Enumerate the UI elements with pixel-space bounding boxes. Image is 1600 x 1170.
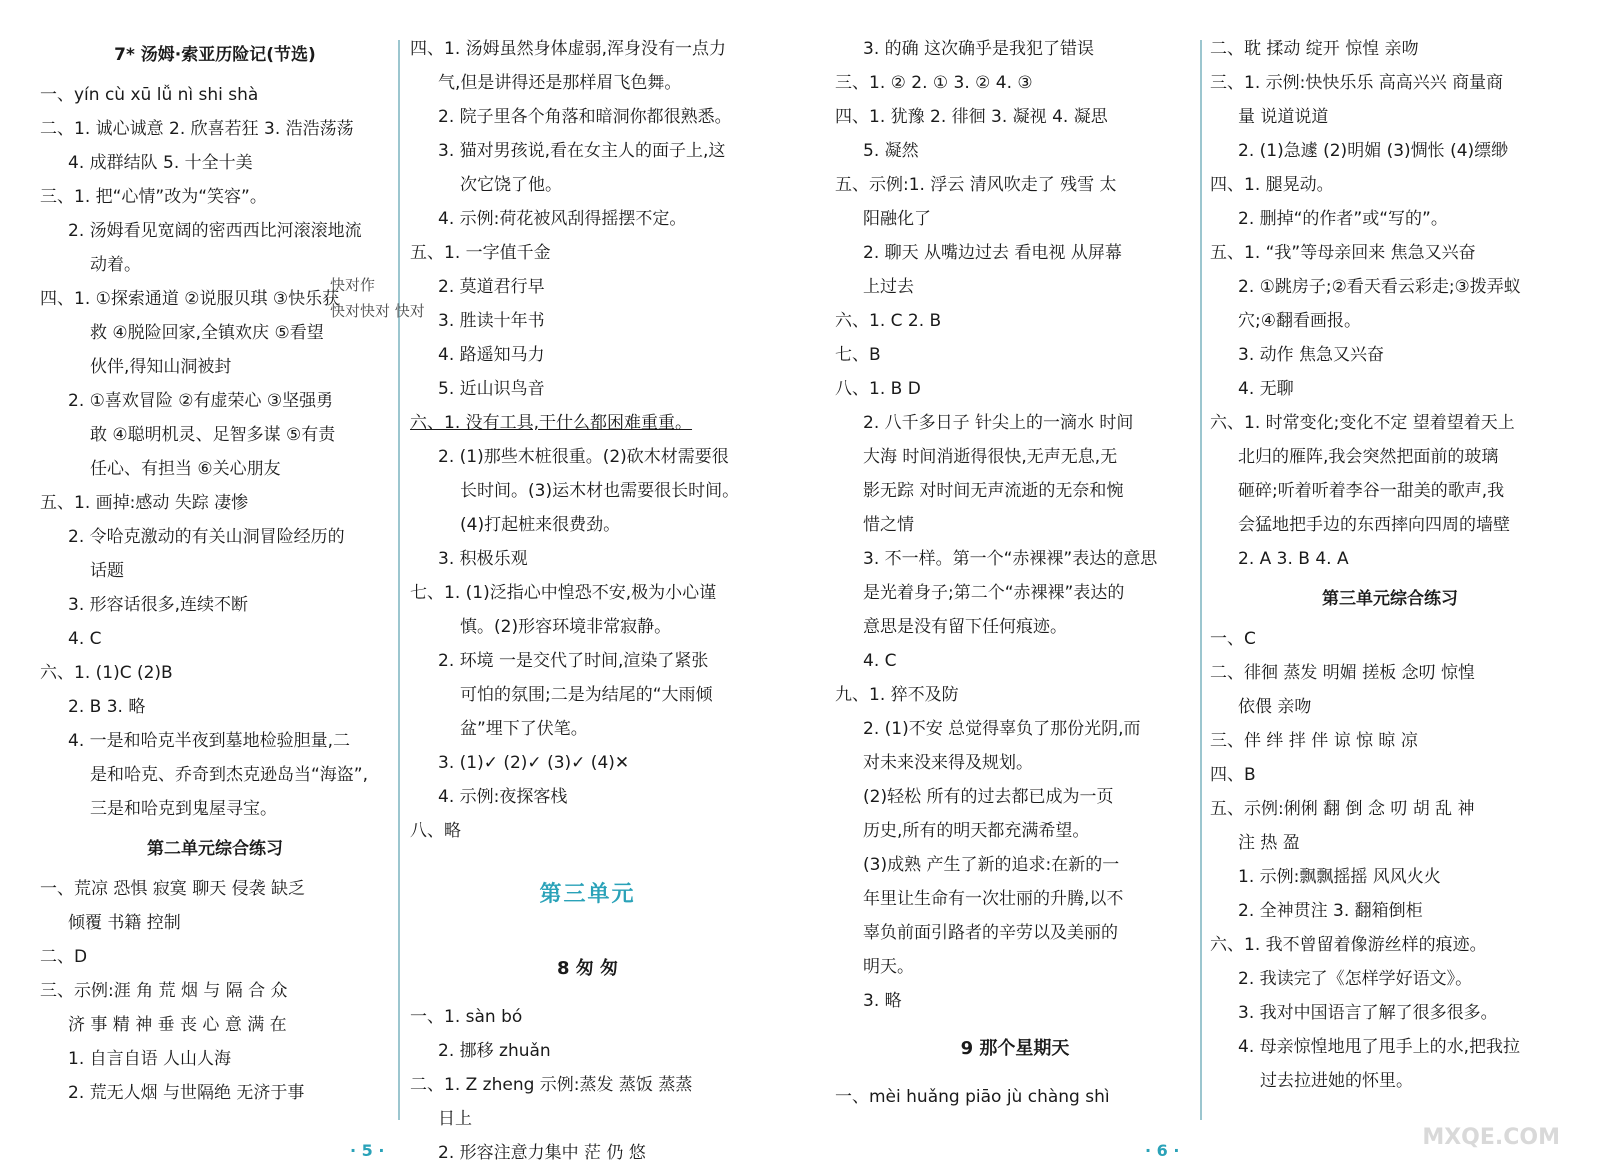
answer-line: 一、C (1210, 629, 1256, 649)
answer-line: 四、1. 腿晃动。 (1210, 175, 1334, 195)
answer-line: 会猛地把手边的东西摔向四周的墙壁 (1238, 515, 1510, 535)
answer-line: 2. A 3. B 4. A (1238, 549, 1349, 569)
answer-line: 阳融化了 (863, 209, 931, 229)
answer-line: 是光着身子;第二个“赤裸裸”表达的 (863, 583, 1125, 603)
answer-line: 二、耽 揉动 绽开 惊惶 亲吻 (1210, 39, 1419, 59)
lesson-title: 8 匆 匆 (556, 958, 619, 979)
answer-line: 任心、有担当 ⑥关心朋友 (90, 459, 281, 479)
answer-line: 2. 环境 一是交代了时间,渲染了紧张 (438, 651, 709, 671)
answer-line: 3. 胜读十年书 (438, 311, 545, 331)
answer-line: 3. 略 (863, 991, 902, 1011)
answer-line: 对未来没来得及规划。 (863, 753, 1033, 773)
answer-line: 五、1. “我”等母亲回来 焦急又兴奋 (1210, 243, 1476, 263)
answer-line: 日上 (438, 1109, 472, 1129)
answer-line: 过去拉进她的怀里。 (1260, 1071, 1413, 1091)
column-4 (1210, 32, 1570, 1130)
answer-line: 4. C (863, 651, 897, 671)
answer-line: 2. 八千多日子 针尖上的一滴水 时间 (863, 413, 1134, 433)
answer-line: 三、1. 把“心情”改为“笑容”。 (40, 187, 267, 207)
answer-line: 五、1. 画掉:感动 失踪 凄惨 (40, 493, 249, 513)
answer-line: 2. 院子里各个角落和暗洞你都很熟悉。 (438, 107, 732, 127)
answer-line: 3. 我对中国语言了解了很多很多。 (1238, 1003, 1498, 1023)
answer-line: 九、1. 猝不及防 (835, 685, 959, 705)
answer-line: 1. 自言自语 人山人海 (68, 1049, 232, 1069)
answer-line: 伙伴,得知山洞被封 (90, 357, 232, 377)
answer-line: 年里让生命有一次壮丽的升腾,以不 (863, 889, 1124, 909)
lesson-title: 9 那个星期天 (960, 1038, 1070, 1059)
answer-line: 3. 形容话很多,连续不断 (68, 595, 249, 615)
answer-line: 2. 令哈克激动的有关山洞冒险经历的 (68, 527, 345, 547)
answer-line: (4)打起桩来很费劲。 (460, 515, 621, 535)
answer-line: 2. (1)急遽 (2)明媚 (3)惆怅 (4)缥缈 (1238, 141, 1509, 161)
answer-line: 3. 不一样。第一个“赤裸裸”表达的意思 (863, 549, 1158, 569)
answer-line: 六、1. 时常变化;变化不定 望着望着天上 (1210, 413, 1515, 433)
answer-line: 盆”埋下了伏笔。 (460, 719, 588, 739)
answer-line: 依偎 亲吻 (1238, 697, 1312, 717)
answer-line: 四、1. 犹豫 2. 徘徊 3. 凝视 4. 凝思 (835, 107, 1108, 127)
answer-line: 是和哈克、乔奇到杰克逊岛当“海盗”, (90, 765, 369, 785)
answer-line: 2. 莫道君行早 (438, 277, 545, 297)
answer-line: 三、1. ② 2. ① 3. ② 4. ③ (835, 73, 1033, 93)
answer-line: 五、示例:俐俐 翻 倒 念 叨 胡 乱 神 (1210, 799, 1475, 819)
answer-line: 2. (1)不安 总觉得辜负了那份光阴,而 (863, 719, 1141, 739)
answer-line: 气,但是讲得还是那样眉飞色舞。 (438, 73, 682, 93)
answer-line: 一、荒凉 恐惧 寂寞 聊天 侵袭 缺乏 (40, 879, 306, 899)
answer-line: 2. 挪移 zhuǎn (438, 1041, 551, 1061)
answer-line: 2. 荒无人烟 与世隔绝 无济于事 (68, 1083, 305, 1103)
page-number-left: · 5 · (350, 1141, 385, 1160)
answer-line: 上过去 (863, 277, 914, 297)
answer-line: 八、1. B D (835, 379, 921, 399)
answer-line: 七、1. (1)泛指心中惶恐不安,极为小心谨 (410, 583, 717, 603)
answer-line: 2. ①喜欢冒险 ②有虚荣心 ③坚强勇 (68, 391, 334, 411)
answer-line: 五、示例:1. 浮云 清风吹走了 残雪 太 (835, 175, 1117, 195)
answer-line: 次它饶了他。 (460, 175, 562, 195)
answer-line: 4. 示例:夜探客栈 (438, 787, 568, 807)
answer-line: 六、1. 我不曾留着像游丝样的痕迹。 (1210, 935, 1487, 955)
answer-line: (2)轻松 所有的过去都已成为一页 (863, 787, 1114, 807)
page-number-right: · 6 · (1145, 1141, 1180, 1160)
answer-line: 2. ①跳房子;②看天看云彩走;③拨弄蚁 (1238, 277, 1521, 297)
answer-line: 可怕的氛围;二是为结尾的“大雨倾 (460, 685, 713, 705)
answer-line: 4. 母亲惊惶地甩了甩手上的水,把我拉 (1238, 1037, 1521, 1057)
answer-line: 一、1. sàn bó (410, 1007, 523, 1027)
section-heading: 第三单元综合练习 (1322, 589, 1458, 609)
answer-line: 2. 我读完了《怎样学好语文》。 (1238, 969, 1473, 989)
answer-line: 慎。(2)形容环境非常寂静。 (460, 617, 672, 637)
answer-line: 倾覆 书籍 控制 (68, 913, 181, 933)
answer-line: 3. 的确 这次确乎是我犯了错误 (863, 39, 1095, 59)
answer-line: 四、1. ①探索通道 ②说服贝琪 ③快乐获 (40, 289, 340, 309)
answer-line: 意思是没有留下任何痕迹。 (863, 617, 1067, 637)
answer-line: 北归的雁阵,我会突然把面前的玻璃 (1238, 447, 1499, 467)
answer-line: 长时间。(3)运木材也需要很长时间。 (460, 481, 740, 501)
answer-line: 2. 聊天 从嘴边过去 看电视 从屏幕 (863, 243, 1122, 263)
answer-line: 惜之情 (863, 515, 914, 535)
answer-line: 1. 示例:飘飘摇摇 风风火火 (1238, 867, 1441, 887)
answer-line: 量 说道说道 (1238, 107, 1329, 127)
answer-line: 大海 时间消逝得很快,无声无息,无 (863, 447, 1118, 467)
answer-line: 2. 形容注意力集中 茫 仍 悠 (438, 1143, 646, 1163)
answer-line: 二、D (40, 947, 88, 967)
answer-line: 影无踪 对时间无声流逝的无奈和惋 (863, 481, 1124, 501)
answer-line: (3)成熟 产生了新的追求:在新的一 (863, 855, 1120, 875)
column-divider-right (1200, 40, 1202, 1120)
answer-line: 敢 ④聪明机灵、足智多谋 ⑤有责 (90, 425, 336, 445)
answer-line: 一、mèi huǎng piāo jù chàng shì (835, 1087, 1110, 1107)
answer-line: 4. 路遥知马力 (438, 345, 545, 365)
answer-line: 3. 猫对男孩说,看在女主人的面子上,这 (438, 141, 726, 161)
answer-line: 3. 积极乐观 (438, 549, 528, 569)
answer-line: 四、B (1210, 765, 1256, 785)
section-heading: 7* 汤姆·索亚历险记(节选) (114, 45, 316, 65)
answer-line: 济 事 精 神 垂 丧 心 意 满 在 (68, 1015, 287, 1035)
section-heading: 第二单元综合练习 (147, 839, 283, 859)
answer-line: 4. 成群结队 5. 十全十美 (68, 153, 253, 173)
answer-line: 4. 示例:荷花被风刮得摇摆不定。 (438, 209, 687, 229)
answer-line: 3. 动作 焦急又兴奋 (1238, 345, 1385, 365)
answer-line: 明天。 (863, 957, 914, 977)
answer-line: 2. 删掉“的作者”或“写的”。 (1238, 209, 1448, 229)
answer-line: 七、B (835, 345, 881, 365)
answer-line: 四、1. 汤姆虽然身体虚弱,浑身没有一点力 (410, 39, 727, 59)
answer-line: 2. 汤姆看见宽阔的密西西比河滚滚地流 (68, 221, 362, 241)
answer-line: 五、1. 一字值千金 (410, 243, 551, 263)
answer-line: 注 热 盈 (1238, 833, 1300, 853)
answer-line: 5. 近山识鸟音 (438, 379, 545, 399)
answer-line: 3. (1)✓ (2)✓ (3)✓ (4)✕ (438, 753, 630, 773)
column-divider-left (398, 40, 400, 1120)
watermark-logo: MXQE.COM (1422, 1125, 1560, 1150)
answer-line: 三、1. 示例:快快乐乐 高高兴兴 商量商 (1210, 73, 1504, 93)
answer-line: 六、1. C 2. B (835, 311, 942, 331)
answer-line: 八、略 (410, 821, 461, 841)
answer-line: 2. (1)那些木桩很重。(2)砍木材需要很 (438, 447, 729, 467)
answer-line: 动着。 (90, 255, 141, 275)
answer-line: 六、1. (1)C (2)B (40, 663, 173, 683)
answer-line: 2. B 3. 略 (68, 697, 146, 717)
answer-line: 救 ④脱险回家,全镇欢庆 ⑤看望 (90, 323, 324, 343)
answer-line: 二、1. 诚心诚意 2. 欣喜若狂 3. 浩浩荡荡 (40, 119, 354, 139)
answer-line: 2. 全神贯注 3. 翻箱倒柜 (1238, 901, 1423, 921)
answer-line: 一、yín cù xū lǚ nì shi shà (40, 85, 259, 105)
answer-line: 辜负前面引路者的辛劳以及美丽的 (863, 923, 1118, 943)
answer-line: 5. 凝然 (863, 141, 919, 161)
answer-line: 二、1. Z zheng 示例:蒸发 蒸饭 蒸蒸 (410, 1075, 693, 1095)
answer-line: 4. 一是和哈克半夜到墓地检验胆量,二 (68, 731, 351, 751)
answer-line: 话题 (90, 561, 124, 581)
answer-line: 三、伴 绊 拌 伴 谅 惊 晾 凉 (1210, 731, 1418, 751)
handwritten-note: 快对作 快对快对 快对 (330, 276, 425, 320)
answer-line: 六、1. 没有工具,干什么都困难重重。 (410, 413, 693, 433)
answer-line: 三、示例:涯 角 荒 烟 与 隔 合 众 (40, 981, 288, 1001)
answer-line: 二、徘徊 蒸发 明媚 搓板 念叨 惊惶 (1210, 663, 1476, 683)
column-2 (410, 32, 765, 1163)
unit-title: 第三单元 (539, 882, 636, 907)
answer-line: 4. 无聊 (1238, 379, 1294, 399)
answer-line: 4. C (68, 629, 102, 649)
answer-line: 穴;④翻看画报。 (1238, 311, 1361, 331)
answer-line: 三是和哈克到鬼屋寻宝。 (90, 799, 277, 819)
column-1 (40, 32, 390, 1130)
answer-line: 历史,所有的明天都充满希望。 (863, 821, 1090, 841)
answer-line: 砸碎;听着听着李谷一甜美的歌声,我 (1238, 481, 1505, 501)
column-3 (835, 32, 1195, 1130)
